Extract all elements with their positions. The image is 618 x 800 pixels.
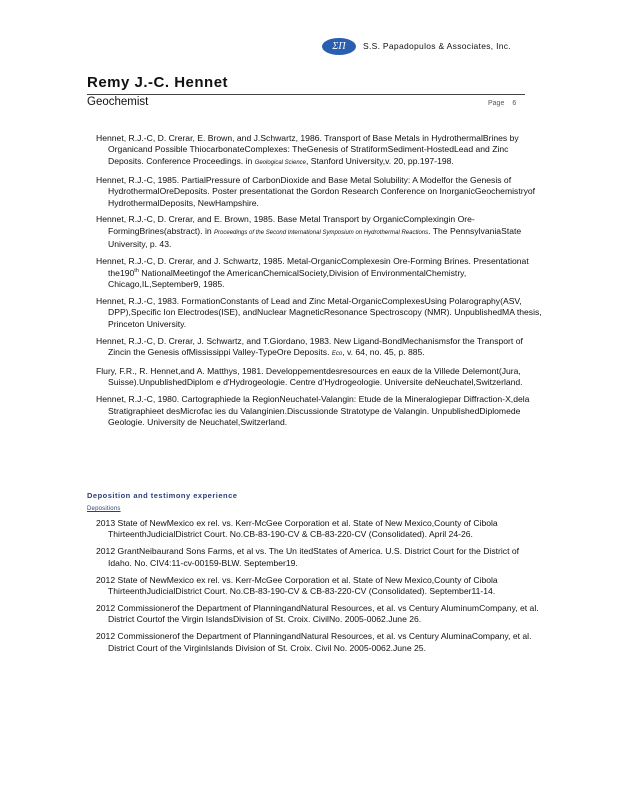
page-indicator [488,100,516,107]
reference-italic: Geological Science [254,159,307,166]
deposition-item: 2012 Commissionerof the Department of PlanningandNatural Resources, et al. vs Century AluminaCompany, et al. District Court of the VirginIslands Division of St. Croix. Civil No. 2005-0062.June 25. [96,631,532,653]
reference-italic: Eco [331,351,343,357]
reference-item [96,256,544,290]
deposition-list [96,518,544,660]
reference-text: Flury, F.R., R. Hennet,and A. Matthys, 1981. Developpementdesresources en eaux de la Villede Delemont(Jura, Suisse).UnpublishedDiplom e d'Hydrogeologie. Centre d'Hydrogeologie. Universite deNeuchatel,Switzerland. [96,365,523,388]
deposition-item: 2012 State of NewMexico ex rel. vs. Kerr-McGee Corporation et al. State of New Mexico,County of Cibola ThirteenthJudicialDistrict Court. No.CB-83-190-CV & CB-83-220-CV (Consolidated). September11-14. [96,574,498,597]
page-number: 6 [512,100,517,107]
sub-heading: Depositions [87,506,121,512]
reference-tail: . The PennsylvaniaState University, p. 43. [108,225,522,250]
reference-text: Hennet, R.J.-C, D. Crerar, J. Schwartz, and T.Giordano, 1983. New Ligand-BondMechanismsfor the Transport of Zincin the Genesis ofMississippi Valley-TypeOre Deposits. [96,335,523,357]
company-name: S.S. Papadopulos & Associates, Inc. [363,41,511,51]
reference-text: Hennet, R.J.-C, D. Crerar, E. Brown, and J.Schwartz, 1986. Transport of Base Metals in HydrothermalBrines by Organicand Possible ThiocarbonateComplexes: TheGenesis of StratiformSediment-HostedLead and Zinc Deposits. Conference Proceedings. in [96,133,519,166]
reference-item [96,366,544,389]
reference-text: Hennet, R.J.-C, D. Crerar, and J. Schwartz, 1985. Metal-OrganicComplexesin Ore-Forming Brines. Presentationat the190 [96,256,529,278]
deposition-item: 2012 Commissionerof the Department of PlanningandNatural Resources, et al. vs Century AluminumCompany, et al. District Courtof the Virgin IslandsDivision of St. Croix. CivilNo. 2005-0062.June 26. [96,602,539,625]
reference-text: Hennet, R.J.-C, 1985. PartialPressure of CarbonDioxide and Base Metal Solubility: A Modelfor the Genesis of HydrothermalOreDeposits. Poster presentationat the Gordon Research Conference on InorganicGeochemistryof HydrothermalDeposits, NewHampshire. [96,174,536,208]
company-logo: ΣΠ [322,38,356,55]
deposition-item: 2013 State of NewMexico ex rel. vs. Kerr-McGee Corporation et al. State of New Mexico,County of Cibola ThirteenthJudicialDistrict Court. No.CB-83-190-CV & CB-83-220-CV (Consolidated). April 24-26. [96,518,498,540]
reference-item [96,296,544,330]
reference-tail: , v. 64, no. 45, p. 885. [342,347,425,357]
reference-text: Hennet, R.J.-C, 1983. FormationConstants of Lead and Zinc Metal-OrganicComplexesUsing Polarography(ASV, DPP),Specific Ion Electrodes(ISE), andNuclear MagneticResonance Spectroscopy (NMR). UnpublishedMA thesis, Princeton University. [96,295,542,329]
header-divider [87,94,525,95]
deposition-item: 2012 GrantNeibaurand Sons Farms, et al vs. The Un itedStates of America. U.S. District Court for the District of Idaho. No. CIV4:11-cv-00159-BLW. September19. [96,546,520,568]
person-role: Geochemist [87,96,149,108]
person-name: Remy J.-C. Hennet [87,74,229,91]
reference-item [96,214,544,250]
page-label: Page [488,100,505,107]
section-heading: Deposition and testimony experience [87,491,238,500]
reference-superscript: th [134,267,139,274]
reference-item [96,394,544,428]
reference-item [96,175,544,209]
reference-list [96,133,544,434]
reference-text: Hennet, R.J.-C, 1980. Cartographiede la RegionNeuchatel-Valangin: Etude de la Mineralogiepar Diffraction-X,dela Stratigraphieet desMicrofac ies du Valanginien.Discussionde Stratotype de Valangin. UnpublishedDiplomede Geologie. University de Neuchatel,Switzerland. [96,394,530,428]
reference-italic: Proceedings of the Second International Symposium on Hydrothermal Reactions [214,229,429,236]
reference-item [96,336,544,361]
reference-item [96,133,544,169]
reference-tail: , Stanford University,v. 20, pp.197-198. [306,155,454,166]
reference-text: Hennet, R.J.-C, D. Crerar, and E. Brown, 1985. Base Metal Transport by OrganicComplexingin Ore-FormingBrines(abstract). in [96,214,475,236]
reference-tail: NationalMeetingof the AmericanChemicalSociety,Division of EnvironmentalChemistry, Chicago,IL,September9, 1985. [108,267,467,289]
